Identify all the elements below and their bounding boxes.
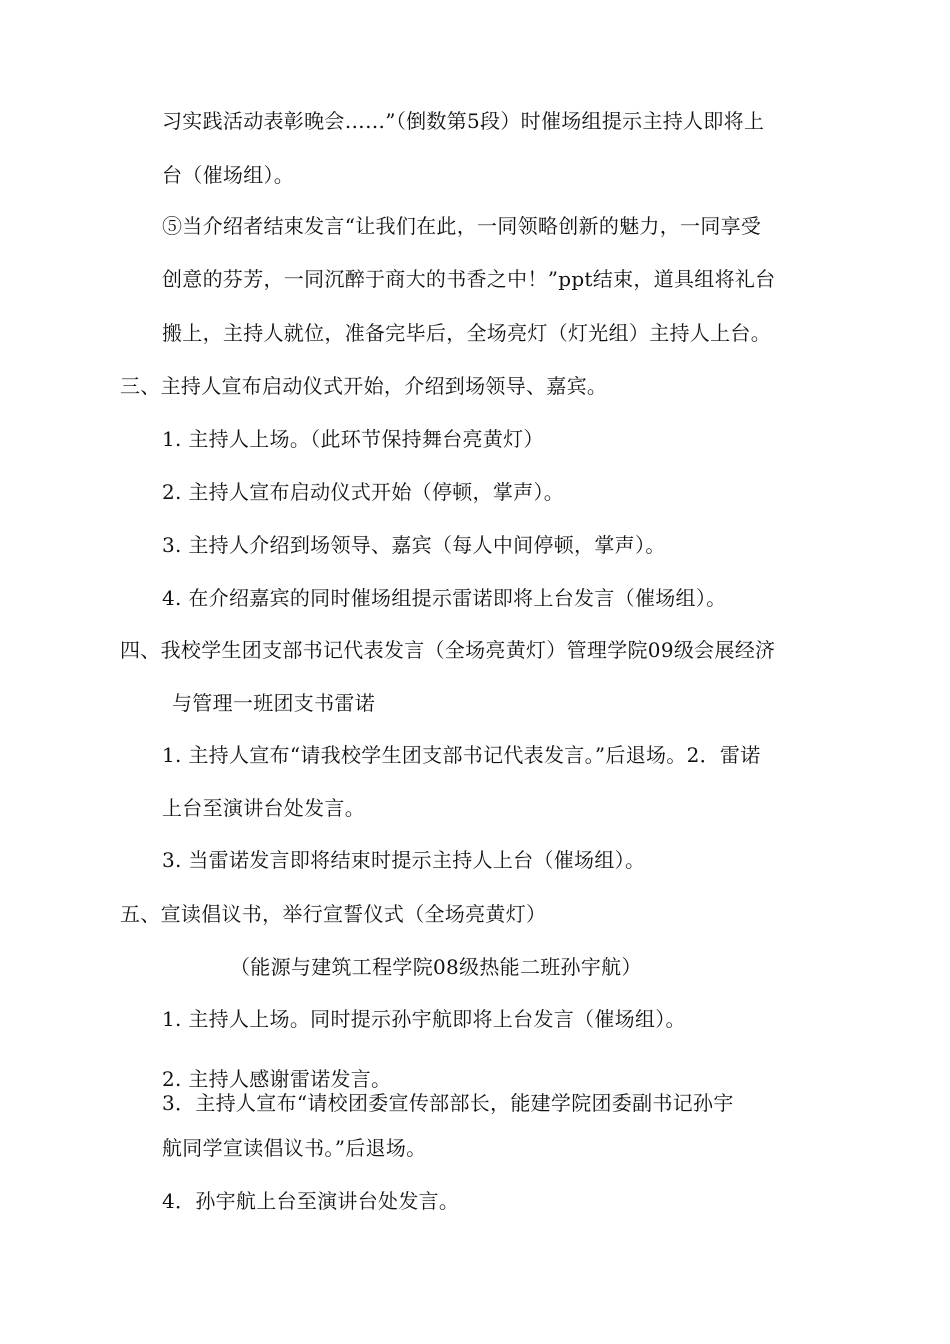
list-item-continued: 上台至演讲台处发言。 bbox=[162, 796, 365, 820]
paragraph-line: 台（催场组）。 bbox=[162, 163, 295, 187]
list-item: 2. 主持人感谢雷诺发言。 bbox=[162, 1067, 392, 1091]
list-item: 3. 主持人介绍到场领导、嘉宾（每人中间停顿，掌声）。 bbox=[162, 533, 666, 557]
list-item: 3. 当雷诺发言即将结束时提示主持人上台（催场组）。 bbox=[162, 848, 646, 872]
list-item: 1. 主持人上场。（此环节保持舞台亮黄灯） bbox=[162, 427, 544, 451]
section-heading-4-continued: 与管理一班团支书雷诺 bbox=[172, 691, 375, 715]
list-item: 1. 主持人上场。同时提示孙宇航即将上台发言（催场组）。 bbox=[162, 1007, 686, 1031]
paragraph-line: 创意的芬芳，一同沉醉于商大的书香之中！”ppt结束，道具组将礼台 bbox=[162, 267, 776, 291]
list-item: 4．孙宇航上台至演讲台处发言。 bbox=[162, 1189, 460, 1213]
list-item: 1. 主持人宣布“请我校学生团支部书记代表发言。”后退场。2．雷诺 bbox=[162, 743, 761, 767]
section-heading-5: 五、宣读倡议书，举行宣誓仪式（全场亮黄灯） bbox=[120, 902, 547, 926]
speaker-note: （能源与建筑工程学院08级热能二班孙宇航） bbox=[230, 955, 642, 979]
section-heading-4: 四、我校学生团支部书记代表发言（全场亮黄灯）管理学院09级会展经济 bbox=[120, 638, 776, 662]
paragraph-line: 搬上，主持人就位，准备完毕后，全场亮灯（灯光组）主持人上台。 bbox=[162, 321, 771, 345]
paragraph-line: ⑤当介绍者结束发言“让我们在此，一同领略创新的魅力，一同享受 bbox=[162, 214, 762, 238]
list-item: 4. 在介绍嘉宾的同时催场组提示雷诺即将上台发言（催场组）。 bbox=[162, 586, 727, 610]
section-heading-3: 三、主持人宣布启动仪式开始，介绍到场领导、嘉宾。 bbox=[120, 374, 608, 398]
list-item-continued: 航同学宣读倡议书。”后退场。 bbox=[162, 1136, 427, 1160]
list-item: 3．主持人宣布“请校团委宣传部部长，能建学院团委副书记孙宇 bbox=[162, 1091, 734, 1115]
list-item: 2. 主持人宣布启动仪式开始（停顿，掌声）。 bbox=[162, 480, 565, 504]
paragraph-line: 习实践活动表彰晚会……”（倒数第5段）时催场组提示主持人即将上 bbox=[162, 109, 765, 133]
